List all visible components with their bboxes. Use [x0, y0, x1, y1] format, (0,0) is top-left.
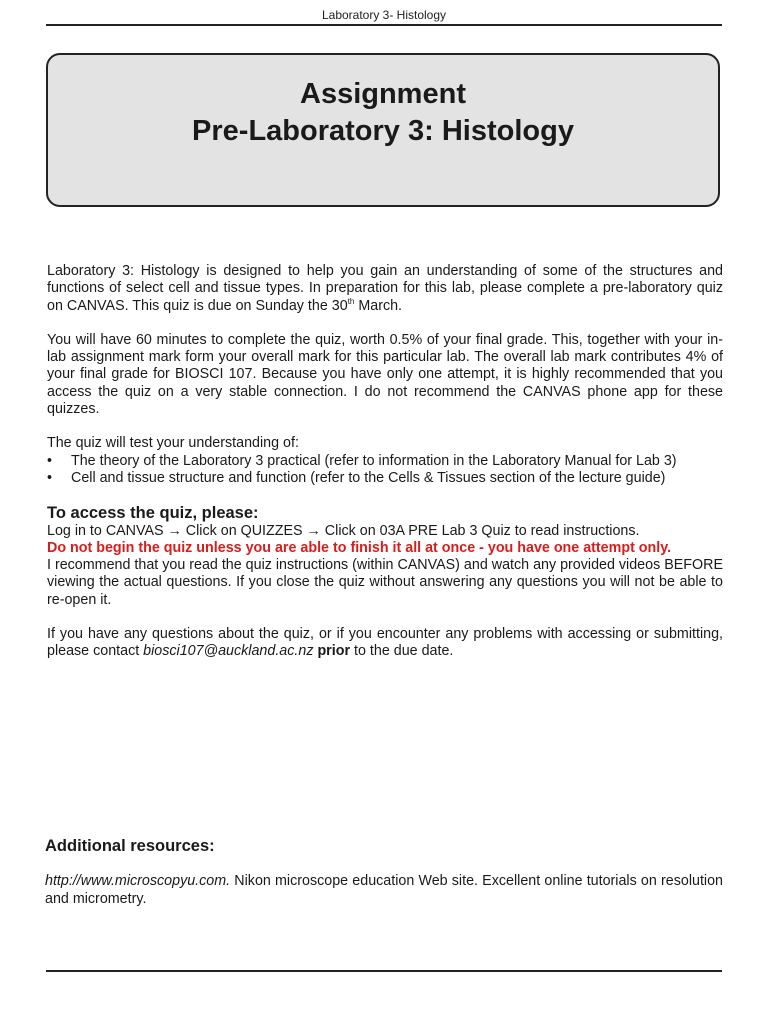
- additional-resources: [45, 838, 723, 908]
- title-box: [46, 53, 720, 207]
- attempt-warning: Do not begin the quiz unless you are able to finish it all at once - you have one attempt only.: [47, 539, 672, 556]
- footer-rule: [46, 970, 722, 972]
- resource-link[interactable]: http://www.microscopyu.com.: [45, 873, 231, 890]
- title-lab-name: Pre-Laboratory 3: Histology: [192, 115, 574, 147]
- recommendation-paragraph: I recommend that you read the quiz instructions (within CANVAS) and watch any provided videos BEFORE viewing the actual questions. If you close the quiz without answering any questions you will not be able to re-open it.: [47, 557, 723, 608]
- access-heading: To access the quiz, please:: [47, 504, 259, 523]
- running-header: Laboratory 3- Histology: [321, 8, 447, 22]
- contact-email[interactable]: biosci107@auckland.ac.nz: [143, 643, 314, 660]
- intro-paragraph: Laboratory 3: Histology is designed to help you gain an understanding of some of the structures and functions of select cell and tissue types. In preparation for this lab, please complete a pre-laboratory quiz on CANVAS. This quiz is due on Sunday the 30th March.: [47, 263, 723, 314]
- access-steps: Log in to CANVAS → Click on QUIZZES → Click on 03A PRE Lab 3 Quiz to read instructions.: [47, 522, 640, 539]
- contact-paragraph: If you have any questions about the quiz, or if you encounter any problems with accessing or submitting, please contact biosci107@auckland.ac.nz prior to the due date.: [47, 626, 723, 660]
- resources-heading: Additional resources:: [45, 837, 215, 855]
- resource-entry: http://www.microscopyu.com. Nikon microscope education Web site. Excellent online tutorials on resolution and micrometry.: [45, 873, 723, 907]
- list-item: • The theory of the Laboratory 3 practical (refer to information in the Laboratory Manual for Lab 3): [47, 453, 723, 470]
- main-content: [47, 263, 723, 661]
- quiz-topics-list: [47, 453, 723, 488]
- quiz-topics-lead: The quiz will test your understanding of:: [47, 435, 299, 452]
- list-item: • Cell and tissue structure and function (refer to the Cells & Tissues section of the lecture guide): [47, 470, 723, 487]
- quiz-details-paragraph: You will have 60 minutes to complete the quiz, worth 0.5% of your final grade. This, together with your in-lab assignment mark form your overall mark for this particular lab. The overall lab mark contributes 4% of your final grade for BIOSCI 107. Because you have only one attempt, it is highly recommended that you access the quiz on a very stable connection. I do not recommend the CANVAS phone app for these quizzes.: [47, 331, 723, 418]
- title-assignment: Assignment: [300, 78, 466, 110]
- header-rule: [46, 24, 722, 26]
